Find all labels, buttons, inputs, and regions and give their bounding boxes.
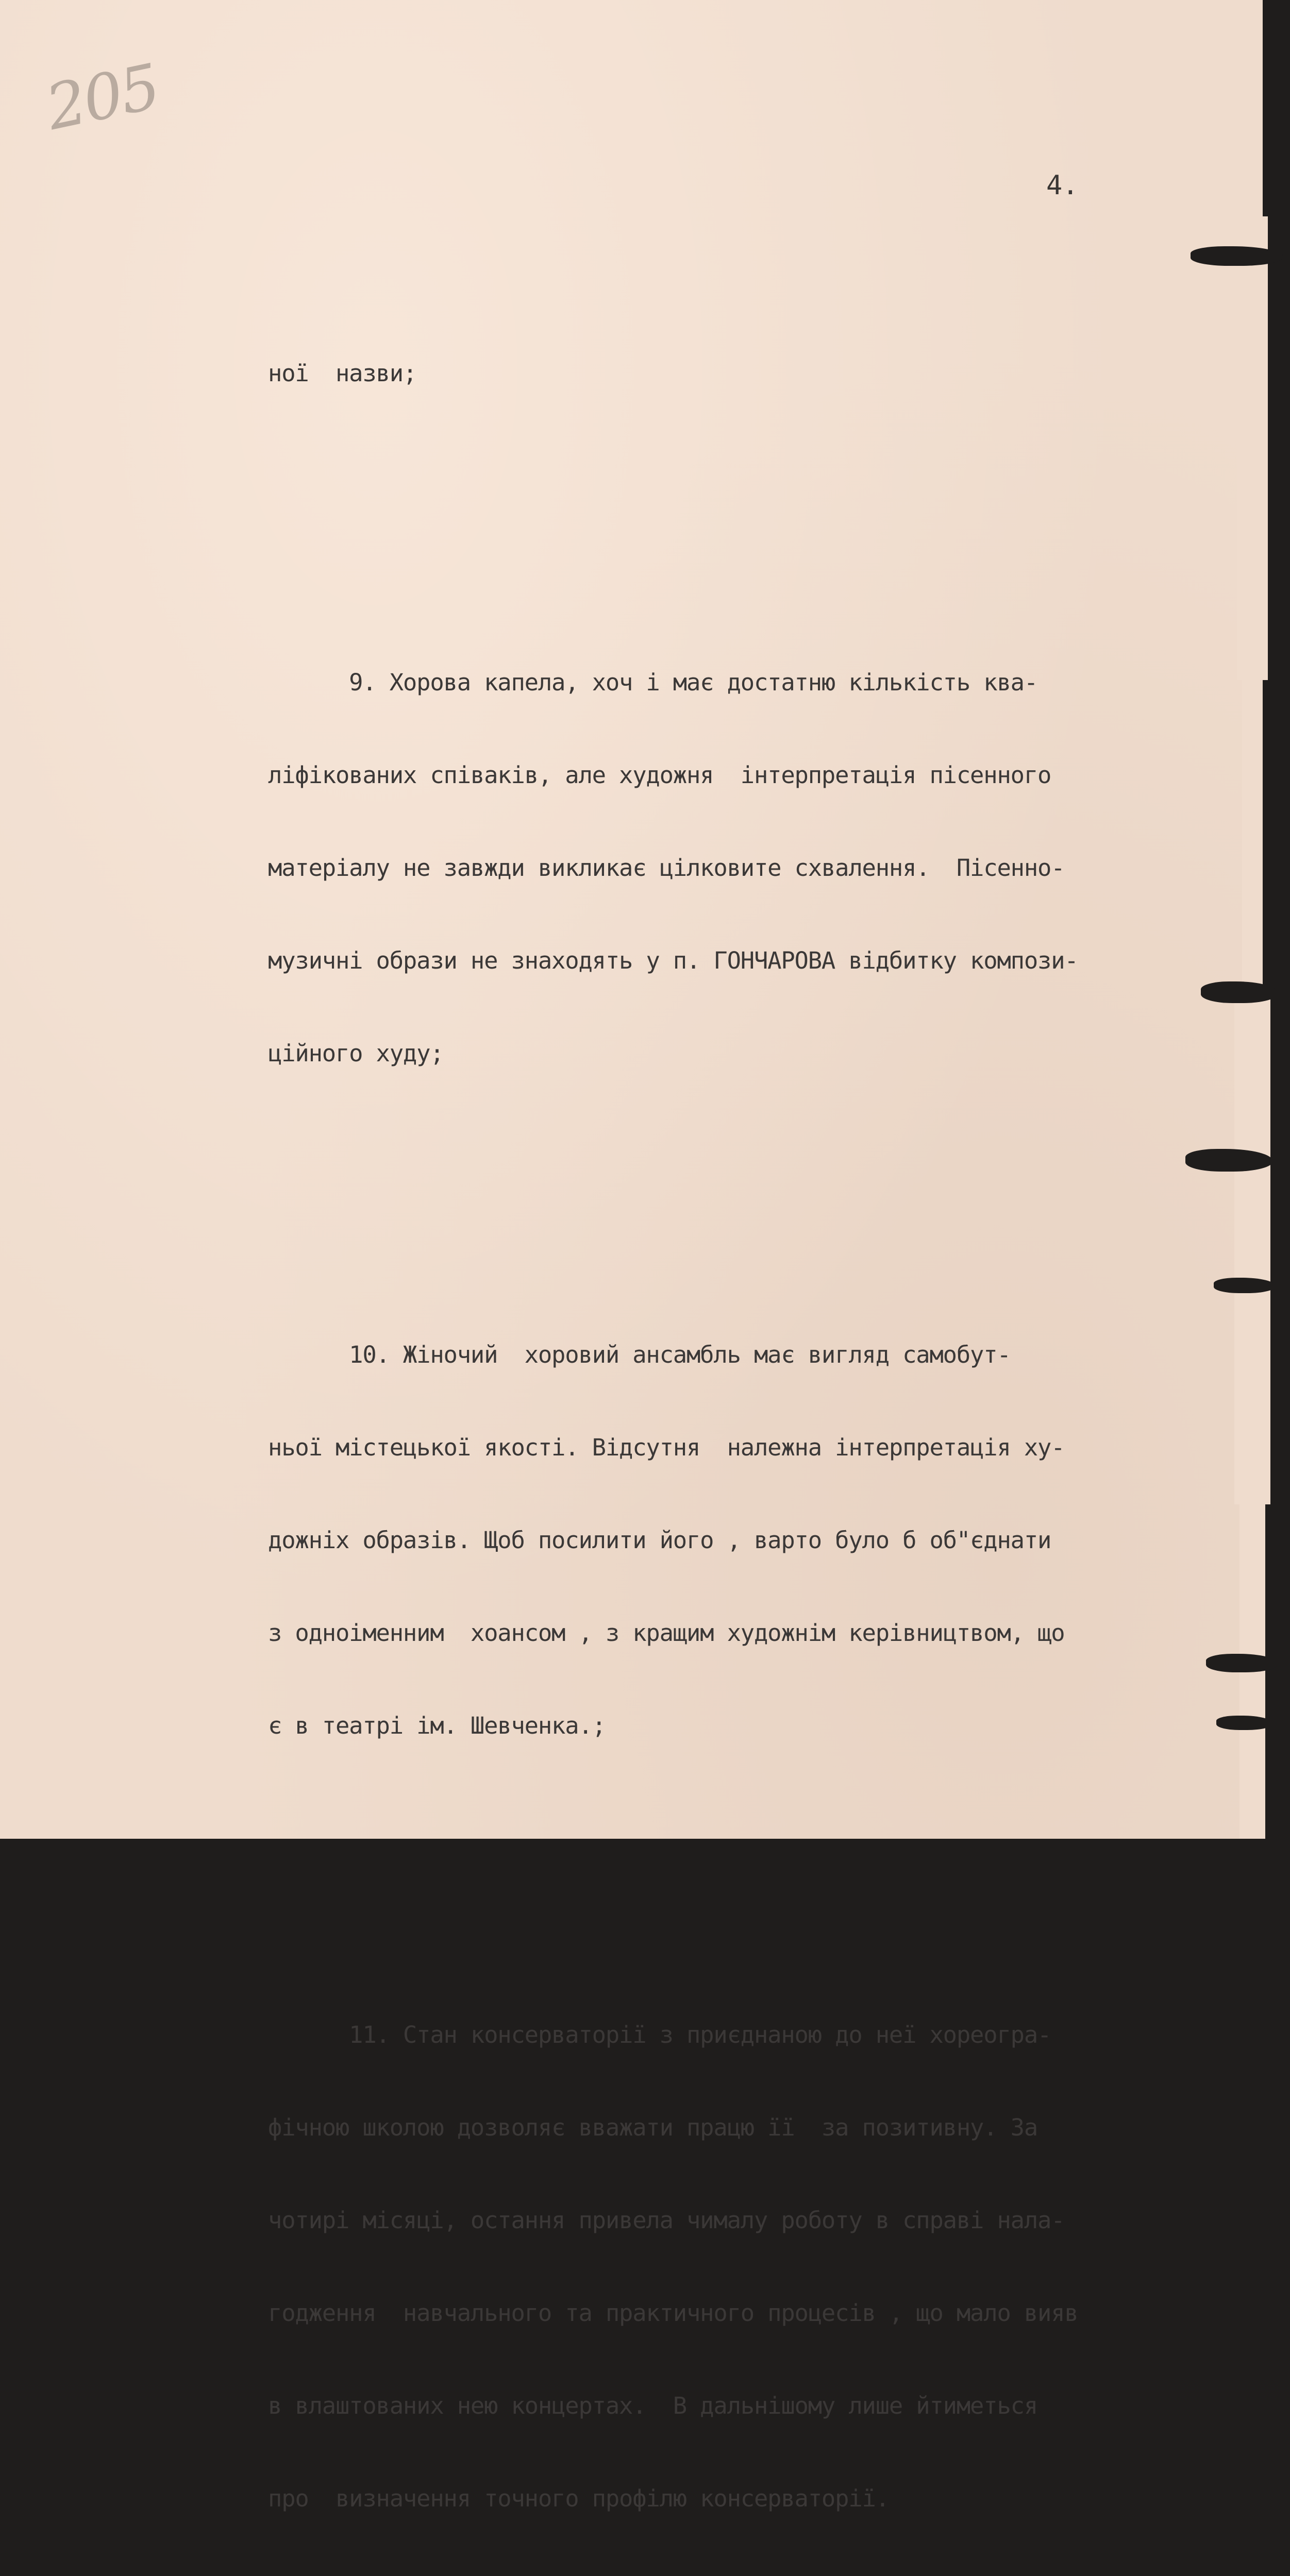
text-line: в влаштованих нею концертах. В дальнішому лише йтиметься xyxy=(268,2392,1038,2419)
text-line: дожніх образів. Щоб посилити його , варто було б об"єднати xyxy=(268,1527,1051,1554)
paragraph-9 xyxy=(268,605,1221,1131)
text-line: ліфікованих співаків, але художня інтерпретація пісенного xyxy=(268,761,1051,789)
page-edge xyxy=(1237,216,1268,680)
page-number: 4. xyxy=(1046,170,1079,201)
text-line: 11. Стан консерваторії з приєднаною до неї хореогра- xyxy=(268,2021,1051,2048)
text-line: ньої містецької якості. Відсутня належна інтерпретація ху- xyxy=(268,1434,1065,1461)
page-edge xyxy=(1239,0,1263,216)
text-line: чотирі місяці, остання привела чималу роботу в справі нала- xyxy=(268,2207,1065,2234)
text-line: музичні образи не знаходять у п. ГОНЧАРОВА відбитку компози- xyxy=(268,947,1078,974)
torn-edge-mark xyxy=(1216,1716,1273,1730)
text-line: 9. Хорова капела, хоч і має достатню кількість ква- xyxy=(268,669,1038,696)
paragraph-title-tail xyxy=(268,296,1221,451)
typed-text-body xyxy=(268,234,1221,2576)
text-line: 10. Жіночий хоровий ансамбль має вигляд самобут- xyxy=(268,1341,1011,1368)
paragraph-10 xyxy=(268,1278,1221,1803)
text-line: ційного худу; xyxy=(268,1040,444,1067)
page-edge xyxy=(1234,989,1270,1504)
text-line: фічною школою дозволяє вважати працю її за позитивну. За xyxy=(268,2114,1038,2141)
text-line: годження навчального та практичного процесів , що мало вияв xyxy=(268,2299,1078,2327)
text-line: матеріалу не завжди викликає цілковите схвалення. Пісенно- xyxy=(268,854,1065,882)
text-line: з одноіменним хоансом , з кращим художнім керівництвом, що xyxy=(268,1619,1065,1647)
text-line: є в театрі ім. Шевченка.; xyxy=(268,1712,606,1739)
text-line: про визначення точного профілю консерваторії. xyxy=(268,2485,889,2512)
page-edge xyxy=(1242,680,1263,989)
torn-edge-mark xyxy=(1214,1278,1276,1293)
text-line: ної назви; xyxy=(268,360,417,387)
paragraph-11 xyxy=(268,1958,1221,2576)
archive-folio-number: 205 xyxy=(40,50,165,145)
